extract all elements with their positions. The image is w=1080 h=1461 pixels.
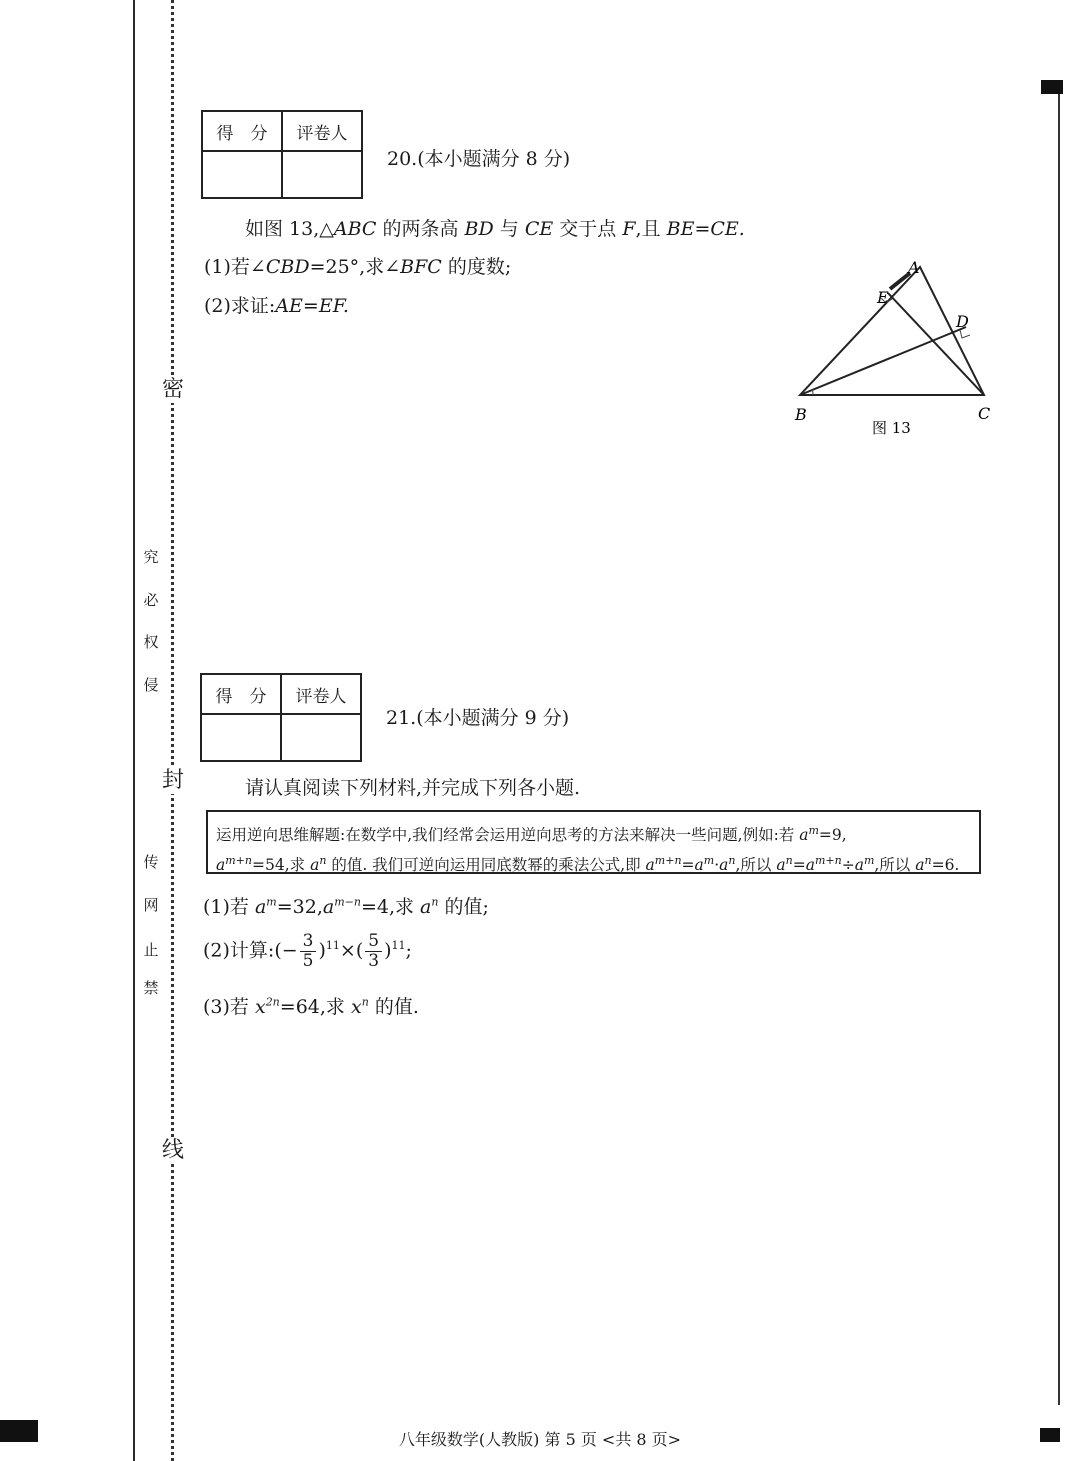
right-angle-d xyxy=(960,330,970,338)
grader-header: 评卷人 xyxy=(281,674,361,714)
material-line-2: $a^{m+n}=54$,求 $a^n$ 的值. 我们可逆向运用同底数幂的乘法公式,即 $a^{m+n}=a^m\cdot a^n$,所以 $a^n=a^{m+n}\div a^m$,所以 $a^n=6$. xyxy=(216,854,960,875)
grader-cell[interactable] xyxy=(282,151,362,198)
page-footer: 八年级数学(人教版) 第 5 页 <共 8 页> xyxy=(398,1430,682,1449)
fraction-3-5: $\frac{3}{5}$ xyxy=(300,932,317,971)
q21-intro: 请认真阅读下列材料,并完成下列各小题. xyxy=(245,777,581,799)
binding-dotted-line xyxy=(171,0,174,1461)
seal-char-feng: 封 xyxy=(161,768,184,793)
label-c: C xyxy=(978,404,991,423)
warning-char: 必 xyxy=(143,591,159,609)
q20-title: 20.(本小题满分 8 分) xyxy=(387,148,571,170)
registration-mark xyxy=(1041,80,1063,94)
q20-stem: 如图 13,△ABC 的两条高 BD 与 CE 交于点 F,且 BE=CE. xyxy=(245,218,745,240)
score-cell[interactable] xyxy=(202,151,282,198)
material-box xyxy=(206,810,981,874)
score-table-q21 xyxy=(200,673,362,762)
right-page-edge xyxy=(1058,85,1060,1405)
warning-char: 止 xyxy=(143,941,159,959)
seal-char-xian: 线 xyxy=(161,1138,184,1163)
warning-char: 传 xyxy=(143,853,159,871)
warning-char: 禁 xyxy=(143,979,159,997)
warning-char: 权 xyxy=(143,633,159,651)
label-b: B xyxy=(795,405,807,424)
altitude-ce xyxy=(888,293,984,395)
material-line-1: 运用逆向思维解题:在数学中,我们经常会运用逆向思考的方法来解决一些问题,例如:若 $a^m=9$, xyxy=(216,824,847,845)
score-table-q20 xyxy=(201,110,363,199)
warning-char: 侵 xyxy=(143,676,159,694)
score-header: 得 分 xyxy=(202,111,282,151)
q20-part1: (1)若∠CBD=25°,求∠BFC 的度数; xyxy=(204,256,512,278)
score-header: 得 分 xyxy=(201,674,281,714)
fraction-5-3: $\frac{5}{3}$ xyxy=(365,932,382,971)
seal-char-mi: 密 xyxy=(161,377,184,402)
altitude-bd xyxy=(800,327,966,395)
binding-solid-line xyxy=(133,0,135,1461)
score-cell[interactable] xyxy=(201,714,281,761)
q20-part2: (2)求证:AE=EF. xyxy=(204,295,349,317)
warning-char: 网 xyxy=(143,896,159,914)
label-d: D xyxy=(956,312,969,331)
q21-part3: (3)若 $x^{2n}=64$,求 $x^n$ 的值. xyxy=(203,995,419,1018)
figure-caption: 图 13 xyxy=(872,419,911,437)
label-e: E xyxy=(877,288,889,307)
label-a: A xyxy=(908,258,920,277)
grader-cell[interactable] xyxy=(281,714,361,761)
figure-13 xyxy=(780,255,1020,445)
grader-header: 评卷人 xyxy=(282,111,362,151)
q21-part1: (1)若 $a^m=32,a^{m-n}=4$,求 $a^n$ 的值; xyxy=(203,895,489,918)
q21-part2: (2)计算:(− $\frac{3}{5}$ )$^{11}$×( $\frac{5}{3}$ )$^{11}$; xyxy=(203,931,412,971)
warning-char: 究 xyxy=(143,548,159,566)
q21-title: 21.(本小题满分 9 分) xyxy=(386,707,570,729)
